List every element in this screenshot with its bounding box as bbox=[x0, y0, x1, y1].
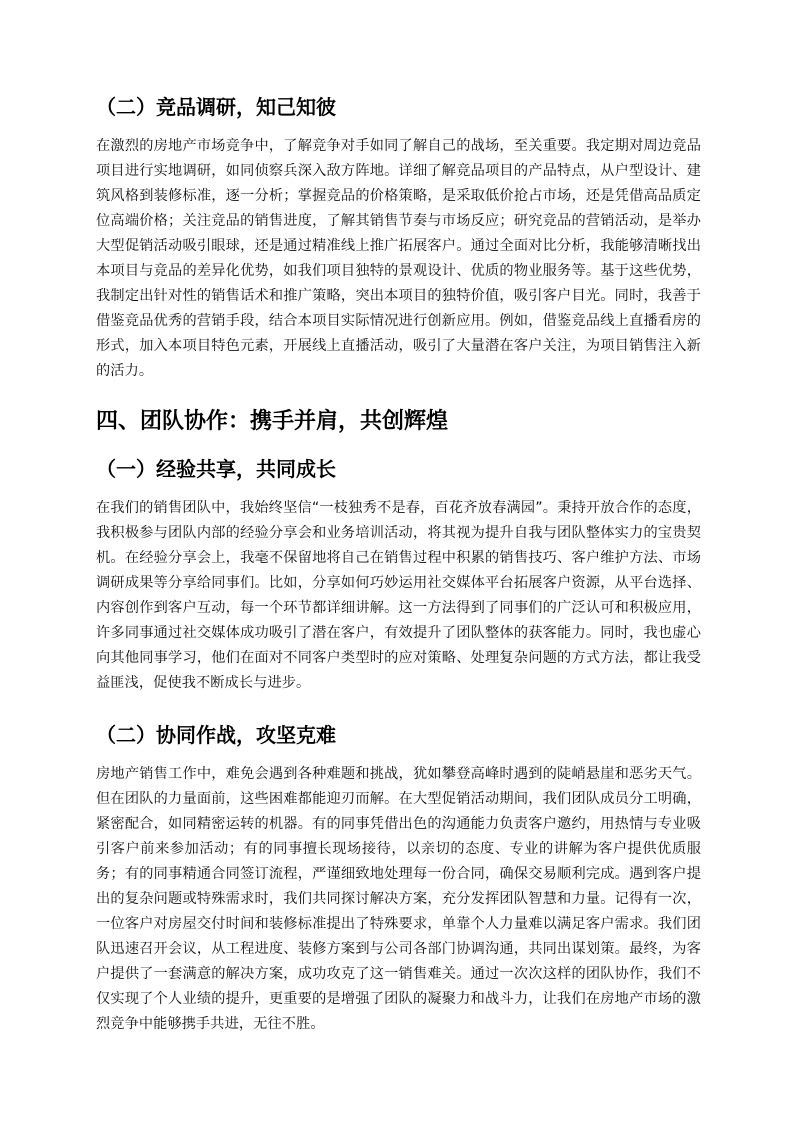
section-4-2-heading: （二）协同作战，攻坚克难 bbox=[96, 723, 336, 747]
section-4-heading: 四、团队协作：携手并肩，共创辉煌 bbox=[96, 409, 449, 434]
section-2-2-heading: （二）竞品调研，知己知彼 bbox=[96, 95, 336, 119]
section-4-2-paragraph: 房地产销售工作中，难免会遇到各种难题和挑战，犹如攀登高峰时遇到的陡峭悬崖和恶劣天气。但在团队的力量面前，这些困难都能迎刃而解。在大型促销活动期间，我们团队成员分工明确，紧密配合，如同精密运转的机器。有的同事凭借出色的沟通能力负责客户邀约，用热情与专业吸引客户前来参加活动；有的同事擅长现场接待，以亲切的态度、专业的讲解为客户提供优质服务；有的同事精通合同签订流程，严谨细致地处理每一份合同，确保交易顺利完成。遇到客户提出的复杂问题或特殊需求时，我们共同探讨解决方案，充分发挥团队智慧和力量。记得有一次，一位客户对房屋交付时间和装修标准提出了特殊要求，单靠个人力量难以满足客户需求。我们团队迅速召开会议，从工程进度、装修方案到与公司各部门协调沟通，共同出谋划策。最终，为客户提供了一套满意的解决方案，成功攻克了这一销售难关。通过一次次这样的团队协作，我们不仅实现了个人业绩的提升，更重要的是增强了团队的凝聚力和战斗力，让我们在房地产市场的激烈竞争中能够携手共进，无往不胜。 bbox=[96, 766, 701, 1032]
document-page bbox=[96, 92, 701, 1055]
section-2-2-paragraph: 在激烈的房地产市场竞争中，了解竞争对手如同了解自己的战场，至关重要。我定期对周边竞品项目进行实地调研，如同侦察兵深入敌方阵地。详细了解竞品项目的产品特点，从户型设计、建筑风格到装修标准，逐一分析；掌握竞品的价格策略，是采取低价抢占市场，还是凭借高品质定位高端价格；关注竞品的销售进度，了解其销售节奏与市场反应；研究竞品的营销活动，是举办大型促销活动吸引眼球，还是通过精准线上推广拓展客户。通过全面对比分析，我能够清晰找出本项目与竞品的差异化优势，如我们项目独特的景观设计、优质的物业服务等。基于这些优势，我制定出针对性的销售话术和推广策略，突出本项目的独特价值，吸引客户目光。同时，我善于借鉴竞品优秀的营销手段，结合本项目实际情况进行创新应用。例如，借鉴竞品线上直播看房的形式，加入本项目特色元素，开展线上直播活动，吸引了大量潜在客户关注，为项目销售注入新的活力。 bbox=[96, 138, 701, 379]
section-4-1-heading: （一）经验共享，共同成长 bbox=[96, 457, 336, 481]
section-4-1-paragraph: 在我们的销售团队中，我始终坚信“一枝独秀不是春，百花齐放春满园”。秉持开放合作的态度，我积极参与团队内部的经验分享会和业务培训活动，将其视为提升自我与团队整体实力的宝贵契机。在经验分享会上，我毫不保留地将自己在销售过程中积累的销售技巧、客户维护方法、市场调研成果等分享给同事们。比如，分享如何巧妙运用社交媒体平台拓展客户资源，从平台选择、内容创作到客户互动，每一个环节都详细讲解。这一方法得到了同事们的广泛认可和积极应用，许多同事通过社交媒体成功吸引了潜在客户，有效提升了团队整体的获客能力。同时，我也虚心向其他同事学习，他们在面对不同客户类型时的应对策略、处理复杂问题的方式方法，都让我受益匪浅，促使我不断成长与进步。 bbox=[96, 500, 701, 691]
